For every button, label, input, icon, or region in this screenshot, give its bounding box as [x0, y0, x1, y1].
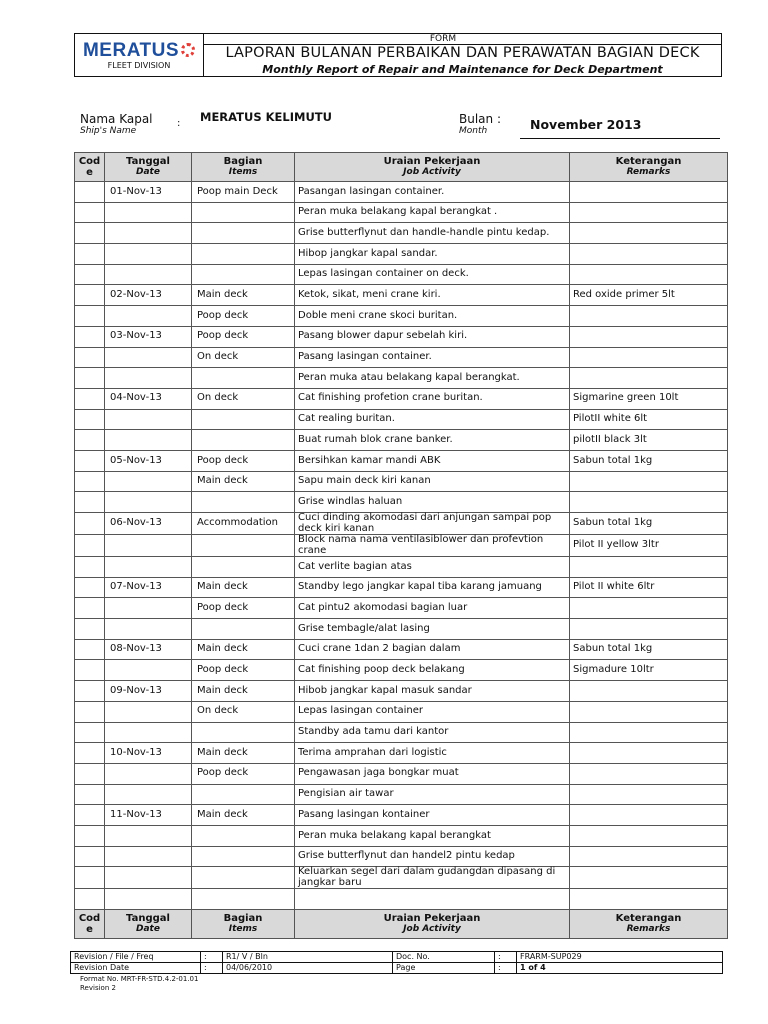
cell-remark — [570, 244, 728, 265]
form-label: FORM — [429, 34, 457, 44]
cell-code — [75, 368, 105, 389]
cell-remark: Sigmarine green 10lt — [570, 388, 728, 409]
table-row — [75, 846, 728, 867]
col-date-header: Tanggal Date — [105, 153, 192, 182]
table-row — [75, 535, 728, 557]
cell-remark: pilotII black 3lt — [570, 430, 728, 451]
table-body — [75, 182, 728, 910]
cell-remark — [570, 326, 728, 347]
cell-item — [192, 368, 295, 389]
cell-remark — [570, 202, 728, 223]
revision-number: Revision 2 — [80, 984, 116, 992]
report-subtitle: Monthly Report of Repair and Maintenance for Deck Department — [262, 63, 663, 76]
cell-item: Poop main Deck — [192, 182, 295, 203]
cell-job: Sapu main deck kiri kanan — [295, 471, 570, 492]
table-row — [75, 326, 728, 347]
cell-item: Poop deck — [192, 326, 295, 347]
cell-code — [75, 326, 105, 347]
cell-code — [75, 763, 105, 784]
cell-code — [75, 409, 105, 430]
table-row — [75, 660, 728, 681]
cell-remark: Sabun total 1kg — [570, 639, 728, 660]
table-row — [75, 513, 728, 535]
cell-item: Main deck — [192, 639, 295, 660]
col-job-header: Uraian Pekerjaan Job Activity — [295, 153, 570, 182]
table-row — [75, 681, 728, 702]
cell-job: Standby lego jangkar kapal tiba karang jamuang — [295, 577, 570, 598]
cell-item: On deck — [192, 701, 295, 722]
month-label: Bulan : — [459, 112, 501, 126]
cell-date: 06-Nov-13 — [105, 513, 192, 535]
format-number: Format No. MRT-FR-STD.4.2-01.01 — [80, 975, 199, 983]
cell-code — [75, 681, 105, 702]
table-row — [75, 722, 728, 743]
cell-job: Cat finishing poop deck belakang — [295, 660, 570, 681]
cell-item: Main deck — [192, 681, 295, 702]
cell-date — [105, 244, 192, 265]
cell-date — [105, 471, 192, 492]
table-row — [75, 430, 728, 451]
cell-remark — [570, 182, 728, 203]
cell-code — [75, 285, 105, 306]
cell-job: Pengisian air tawar — [295, 784, 570, 805]
col-code-header: Cod e — [75, 153, 105, 182]
cell-code — [75, 450, 105, 471]
cell-job: Cat realing buritan. — [295, 409, 570, 430]
cell-code — [75, 784, 105, 805]
cell-code — [75, 867, 105, 889]
cell-item — [192, 722, 295, 743]
cell-date — [105, 701, 192, 722]
cell-code — [75, 306, 105, 327]
cell-date — [105, 763, 192, 784]
col-job-footer: Uraian Pekerjaan Job Activity — [295, 910, 570, 939]
cell-item: Poop deck — [192, 660, 295, 681]
cell-code — [75, 557, 105, 578]
logo-wordmark: MERATUS — [82, 39, 180, 61]
revdate-colon: : — [201, 963, 223, 974]
col-code-footer: Cod e — [75, 910, 105, 939]
cell-job: Block nama nama ventilasiblower dan profevtion crane — [295, 535, 570, 557]
cell-date: 10-Nov-13 — [105, 743, 192, 764]
cell-date — [105, 867, 192, 889]
rev-label: Revision / File / Freq — [71, 952, 201, 963]
table-row — [75, 182, 728, 203]
cell-code — [75, 264, 105, 285]
page-colon: : — [495, 963, 517, 974]
cell-date: 09-Nov-13 — [105, 681, 192, 702]
cell-job: Hibob jangkar kapal masuk sandar — [295, 681, 570, 702]
cell-remark — [570, 743, 728, 764]
cell-date — [105, 492, 192, 513]
cell-item: Poop deck — [192, 306, 295, 327]
table-row — [75, 492, 728, 513]
cell-code — [75, 347, 105, 368]
col-items-header: Bagian Items — [192, 153, 295, 182]
cell-date — [105, 306, 192, 327]
cell-item — [192, 619, 295, 640]
logo-text — [83, 41, 195, 60]
cell-date: 11-Nov-13 — [105, 805, 192, 826]
cell-job: Pengawasan jaga bongkar muat — [295, 763, 570, 784]
ship-name-value: MERATUS KELIMUTU — [200, 110, 332, 124]
cell-remark — [570, 681, 728, 702]
table-row — [75, 889, 728, 910]
docno-value: FRARM-SUP029 — [517, 952, 723, 963]
cell-job: Grise tembagle/alat lasing — [295, 619, 570, 640]
cell-item — [192, 535, 295, 557]
cell-remark — [570, 264, 728, 285]
rev-colon: : — [201, 952, 223, 963]
cell-code — [75, 598, 105, 619]
cell-code — [75, 244, 105, 265]
table-row — [75, 619, 728, 640]
cell-item — [192, 846, 295, 867]
cell-job: Peran muka atau belakang kapal berangkat. — [295, 368, 570, 389]
col-date-footer: Tanggal Date — [105, 910, 192, 939]
cell-item: Main deck — [192, 285, 295, 306]
cell-remark: PilotII white 6lt — [570, 409, 728, 430]
cell-item: Poop deck — [192, 763, 295, 784]
table-row — [75, 388, 728, 409]
cell-remark: Red oxide primer 5lt — [570, 285, 728, 306]
cell-remark — [570, 825, 728, 846]
table-row — [75, 784, 728, 805]
cell-remark — [570, 867, 728, 889]
cell-job — [295, 889, 570, 910]
cell-remark — [570, 889, 728, 910]
cell-remark — [570, 784, 728, 805]
cell-code — [75, 722, 105, 743]
col-items-footer: Bagian Items — [192, 910, 295, 939]
cell-code — [75, 619, 105, 640]
cell-job: Standby ada tamu dari kantor — [295, 722, 570, 743]
cell-item — [192, 202, 295, 223]
report-table — [74, 152, 728, 939]
cell-date — [105, 223, 192, 244]
cell-item — [192, 825, 295, 846]
cell-remark: Sabun total 1kg — [570, 450, 728, 471]
cell-job: Pasang blower dapur sebelah kiri. — [295, 326, 570, 347]
cell-date — [105, 409, 192, 430]
cell-item — [192, 430, 295, 451]
cell-remark — [570, 619, 728, 640]
cell-remark: Sabun total 1kg — [570, 513, 728, 535]
table-row — [75, 450, 728, 471]
table-row — [75, 805, 728, 826]
cell-remark — [570, 846, 728, 867]
cell-job: Pasang lasingan container. — [295, 347, 570, 368]
cell-job: Peran muka belakang kapal berangkat . — [295, 202, 570, 223]
cell-code — [75, 223, 105, 244]
cell-remark — [570, 368, 728, 389]
cell-job: Buat rumah blok crane banker. — [295, 430, 570, 451]
page-label: Page — [393, 963, 495, 974]
table-row — [75, 557, 728, 578]
cell-item: Accommodation — [192, 513, 295, 535]
cell-item — [192, 223, 295, 244]
cell-code — [75, 471, 105, 492]
cell-item: Main deck — [192, 577, 295, 598]
cell-item — [192, 889, 295, 910]
table-header-row — [75, 153, 728, 182]
cell-item — [192, 784, 295, 805]
docno-label: Doc. No. — [393, 952, 495, 963]
cell-job: Lepas lasingan container on deck. — [295, 264, 570, 285]
table-row — [75, 202, 728, 223]
col-remarks-header: Keterangan Remarks — [570, 153, 728, 182]
table-row — [75, 347, 728, 368]
cell-item: Main deck — [192, 805, 295, 826]
cell-remark — [570, 598, 728, 619]
cell-code — [75, 660, 105, 681]
col-remarks-footer: Keterangan Remarks — [570, 910, 728, 939]
cell-date — [105, 535, 192, 557]
table-row — [75, 285, 728, 306]
table-footer-header-row — [75, 910, 728, 939]
cell-date: 03-Nov-13 — [105, 326, 192, 347]
table-row — [75, 867, 728, 889]
cell-date — [105, 598, 192, 619]
table-row — [75, 471, 728, 492]
cell-item — [192, 867, 295, 889]
cell-job: Cat finishing profetion crane buritan. — [295, 388, 570, 409]
cell-date: 04-Nov-13 — [105, 388, 192, 409]
cell-code — [75, 535, 105, 557]
cell-item — [192, 409, 295, 430]
table-row — [75, 763, 728, 784]
table-row — [75, 264, 728, 285]
cell-date — [105, 784, 192, 805]
rev-value: R1/ V / Bln — [223, 952, 393, 963]
cell-remark: Pilot II yellow 3ltr — [570, 535, 728, 557]
table-row — [75, 244, 728, 265]
cell-code — [75, 639, 105, 660]
cell-job: Grise windlas haluan — [295, 492, 570, 513]
cell-date — [105, 660, 192, 681]
cell-date — [105, 347, 192, 368]
cell-job: Doble meni crane skoci buritan. — [295, 306, 570, 327]
cell-job: Cuci dinding akomodasi dari anjungan sampai pop deck kiri kanan — [295, 513, 570, 535]
footer-row-revision — [71, 952, 723, 963]
cell-remark: Sigmadure 10ltr — [570, 660, 728, 681]
cell-job: Pasangan lasingan container. — [295, 182, 570, 203]
table-row — [75, 223, 728, 244]
document-control-table — [70, 951, 723, 974]
table-row — [75, 306, 728, 327]
cell-code — [75, 825, 105, 846]
cell-remark — [570, 471, 728, 492]
logo-subtitle: FLEET DIVISION — [107, 60, 171, 70]
cell-item: On deck — [192, 388, 295, 409]
cell-date: 07-Nov-13 — [105, 577, 192, 598]
cell-item — [192, 492, 295, 513]
cell-remark — [570, 722, 728, 743]
cell-item — [192, 244, 295, 265]
cell-job: Keluarkan segel dari dalam gudangdan dipasang di jangkar baru — [295, 867, 570, 889]
cell-code — [75, 430, 105, 451]
cell-remark — [570, 223, 728, 244]
cell-date — [105, 846, 192, 867]
cell-remark — [570, 492, 728, 513]
company-logo — [75, 34, 204, 76]
cell-job: Grise butterflynut dan handel2 pintu kedap — [295, 846, 570, 867]
ship-name-colon: : — [177, 118, 181, 129]
cell-remark — [570, 805, 728, 826]
cell-date — [105, 264, 192, 285]
cell-code — [75, 743, 105, 764]
cell-code — [75, 889, 105, 910]
docno-colon: : — [495, 952, 517, 963]
cell-job: Peran muka belakang kapal berangkat — [295, 825, 570, 846]
cell-remark — [570, 763, 728, 784]
cell-date — [105, 557, 192, 578]
cell-item: On deck — [192, 347, 295, 368]
header-box — [74, 33, 722, 77]
cell-code — [75, 513, 105, 535]
cell-date: 02-Nov-13 — [105, 285, 192, 306]
cell-remark — [570, 306, 728, 327]
cell-date: 01-Nov-13 — [105, 182, 192, 203]
revdate-label: Revision Date — [71, 963, 201, 974]
table-row — [75, 743, 728, 764]
month-value: November 2013 — [530, 117, 642, 132]
cell-date — [105, 430, 192, 451]
revdate-value: 04/06/2010 — [223, 963, 393, 974]
cell-job: Cat verlite bagian atas — [295, 557, 570, 578]
cell-job: Bersihkan kamar mandi ABK — [295, 450, 570, 471]
title-cell — [204, 44, 721, 76]
table-row — [75, 598, 728, 619]
table-row — [75, 368, 728, 389]
cell-code — [75, 846, 105, 867]
cell-remark: Pilot II white 6ltr — [570, 577, 728, 598]
footer-row-date — [71, 963, 723, 974]
cell-date: 08-Nov-13 — [105, 639, 192, 660]
table-row — [75, 577, 728, 598]
cell-job: Pasang lasingan kontainer — [295, 805, 570, 826]
cell-date — [105, 889, 192, 910]
cell-job: Cat pintu2 akomodasi bagian luar — [295, 598, 570, 619]
page-value: 1 of 4 — [517, 963, 723, 974]
logo-burst-icon — [181, 43, 195, 57]
cell-job: Grise butterflynut dan handle-handle pintu kedap. — [295, 223, 570, 244]
cell-date — [105, 825, 192, 846]
month-label-en: Month — [459, 126, 488, 136]
cell-item: Main deck — [192, 471, 295, 492]
cell-job: Hibop jangkar kapal sandar. — [295, 244, 570, 265]
cell-code — [75, 701, 105, 722]
cell-item: Main deck — [192, 743, 295, 764]
month-underline — [520, 138, 720, 139]
cell-job: Ketok, sikat, meni crane kiri. — [295, 285, 570, 306]
cell-item — [192, 264, 295, 285]
cell-item: Poop deck — [192, 598, 295, 619]
table-row — [75, 409, 728, 430]
report-title: LAPORAN BULANAN PERBAIKAN DAN PERAWATAN BAGIAN DECK — [225, 45, 700, 61]
cell-remark — [570, 347, 728, 368]
cell-code — [75, 202, 105, 223]
cell-date — [105, 619, 192, 640]
cell-date — [105, 202, 192, 223]
ship-name-label-en: Ship's Name — [80, 126, 137, 136]
cell-code — [75, 492, 105, 513]
cell-remark — [570, 557, 728, 578]
cell-date — [105, 368, 192, 389]
cell-job: Terima amprahan dari logistic — [295, 743, 570, 764]
cell-item: Poop deck — [192, 450, 295, 471]
cell-job: Cuci crane 1dan 2 bagian dalam — [295, 639, 570, 660]
cell-code — [75, 182, 105, 203]
table-row — [75, 825, 728, 846]
cell-date — [105, 722, 192, 743]
cell-code — [75, 577, 105, 598]
ship-name-label: Nama Kapal — [80, 112, 153, 126]
cell-job: Lepas lasingan container — [295, 701, 570, 722]
cell-item — [192, 557, 295, 578]
cell-date: 05-Nov-13 — [105, 450, 192, 471]
table-row — [75, 701, 728, 722]
cell-remark — [570, 701, 728, 722]
table-row — [75, 639, 728, 660]
cell-code — [75, 805, 105, 826]
cell-code — [75, 388, 105, 409]
